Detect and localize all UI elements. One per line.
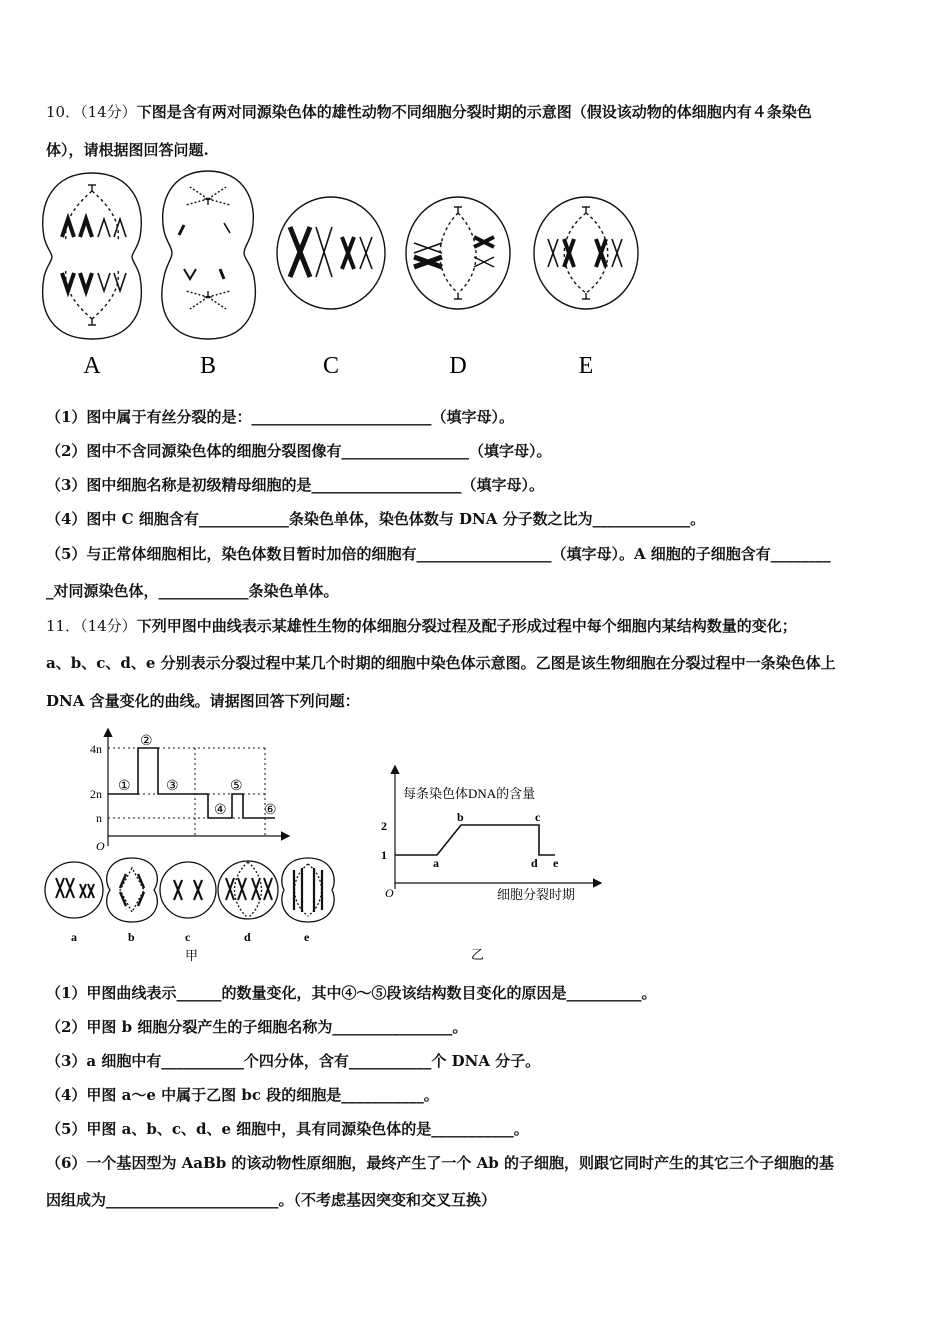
cell-a-diagram [43, 173, 142, 339]
q10-item-5: （5）与正常体细胞相比，染色体数目暂时加倍的细胞有__________________（填字母）。A 细胞的子细胞含有________ [46, 545, 831, 563]
jia-cell-label-a: a [71, 930, 77, 944]
jia-y-4n: 4n [90, 742, 102, 756]
q11-stem-text1: 下列甲图中曲线表示某雄性生物的体细胞分裂过程及配子形成过程中每个细胞内某结构数量的变化； [136, 617, 797, 635]
jia-cell-b [107, 858, 158, 922]
q11-item-2: （2）甲图 b 细胞分裂产生的子细胞名称为________________。 [46, 1018, 468, 1036]
cell-label-c: C [322, 353, 340, 379]
cell-label-a: A [83, 353, 101, 379]
jia-cell-label-e: e [304, 930, 310, 944]
q10-stem-line1 [46, 101, 812, 122]
cell-b-diagram [162, 171, 256, 339]
q11-item-5: （5）甲图 a、b、c、d、e 细胞中，具有同源染色体的是___________。 [46, 1120, 529, 1138]
yi-point-d: d [531, 856, 538, 870]
q11-stem-line3: DNA 含量变化的曲线。请据图回答下列问题： [46, 692, 360, 710]
cell-c-diagram [277, 197, 385, 309]
jia-origin: O [96, 839, 105, 853]
jia-caption: 甲 [185, 948, 199, 963]
q10-item-5-cont: _对同源染色体，____________条染色单体。 [46, 582, 339, 600]
yi-y-2: 2 [381, 819, 387, 833]
q10-cell-figure [40, 165, 650, 385]
graph-yi [375, 765, 615, 970]
q10-item-4: （4）图中 C 细胞含有____________条染色单体，染色体数与 DNA 分子数之比为_____________。 [46, 510, 706, 528]
q10-stem-text1: 下图是含有两对同源染色体的雄性动物不同细胞分裂时期的示意图（假设该动物的体细胞内有４条染色 [136, 103, 812, 121]
q10-item-3: （3）图中细胞名称是初级精母细胞的是____________________（填字母）。 [46, 476, 544, 494]
jia-seg-2: ② [140, 734, 153, 749]
jia-y-2n: 2n [90, 787, 102, 801]
q11-item-6: （6）一个基因型为 AaBb 的该动物性原细胞，最终产生了一个 Ab 的子细胞，则跟它同时产生的其它三个子细胞的基 [46, 1154, 834, 1172]
yi-point-a: a [433, 856, 439, 870]
yi-point-c: c [535, 810, 541, 824]
q11-stem-line2: a、b、c、d、e 分别表示分裂过程中某几个时期的细胞中染色体示意图。乙图是该生物细胞在分裂过程中一条染色体上 [46, 654, 836, 672]
q11-item-6-cont: 因组成为_______________________。（不考虑基因突变和交叉互换） [46, 1191, 497, 1209]
yi-title: 每条染色体DNA的含量 [403, 786, 536, 801]
yi-y-1: 1 [381, 848, 387, 862]
jia-seg-3: ③ [166, 779, 179, 794]
jia-y-n: n [96, 811, 102, 825]
jia-cell-c [160, 862, 216, 918]
q11-stem-line1 [46, 615, 797, 636]
jia-seg-5: ⑤ [230, 779, 243, 794]
jia-seg-1: ① [118, 779, 131, 794]
jia-cell-d [218, 861, 278, 919]
q10-stem-line2: 体），请根据图回答问题. [46, 141, 209, 159]
cell-d-diagram [406, 197, 510, 309]
q11-item-3: （3）a 细胞中有___________个四分体，含有___________个 DNA 分子。 [46, 1052, 541, 1070]
jia-cell-label-d: d [244, 930, 251, 944]
jia-cell-e [282, 858, 334, 922]
yi-xlabel: 细胞分裂时期 [497, 887, 576, 902]
yi-origin: O [385, 886, 394, 900]
graph-jia [40, 728, 340, 968]
jia-seg-6: ⑥ [264, 803, 277, 818]
jia-seg-4: ④ [214, 803, 227, 818]
cell-e-diagram [534, 197, 638, 309]
yi-point-b: b [457, 810, 464, 824]
q11-item-1: （1）甲图曲线表示______的数量变化，其中④～⑤段该结构数目变化的原因是__________。 [46, 984, 657, 1002]
cell-label-b: B [199, 353, 217, 379]
yi-caption: 乙 [471, 947, 485, 962]
q10-number: 10．（14分） [46, 103, 137, 121]
q10-item-2: （2）图中不含同源染色体的细胞分裂图像有_________________（填字母）。 [46, 442, 552, 460]
q10-item-1: （1）图中属于有丝分裂的是：________________________（填字母）。 [46, 408, 514, 426]
q11-item-4: （4）甲图 a～e 中属于乙图 bc 段的细胞是___________。 [46, 1086, 439, 1104]
jia-cell-a [45, 862, 103, 918]
jia-cell-label-c: c [185, 930, 191, 944]
jia-cell-label-b: b [128, 930, 135, 944]
q11-number: 11．（14分） [46, 617, 137, 635]
yi-point-e: e [553, 856, 559, 870]
cell-label-d: D [449, 353, 467, 379]
cell-label-e: E [578, 353, 594, 379]
